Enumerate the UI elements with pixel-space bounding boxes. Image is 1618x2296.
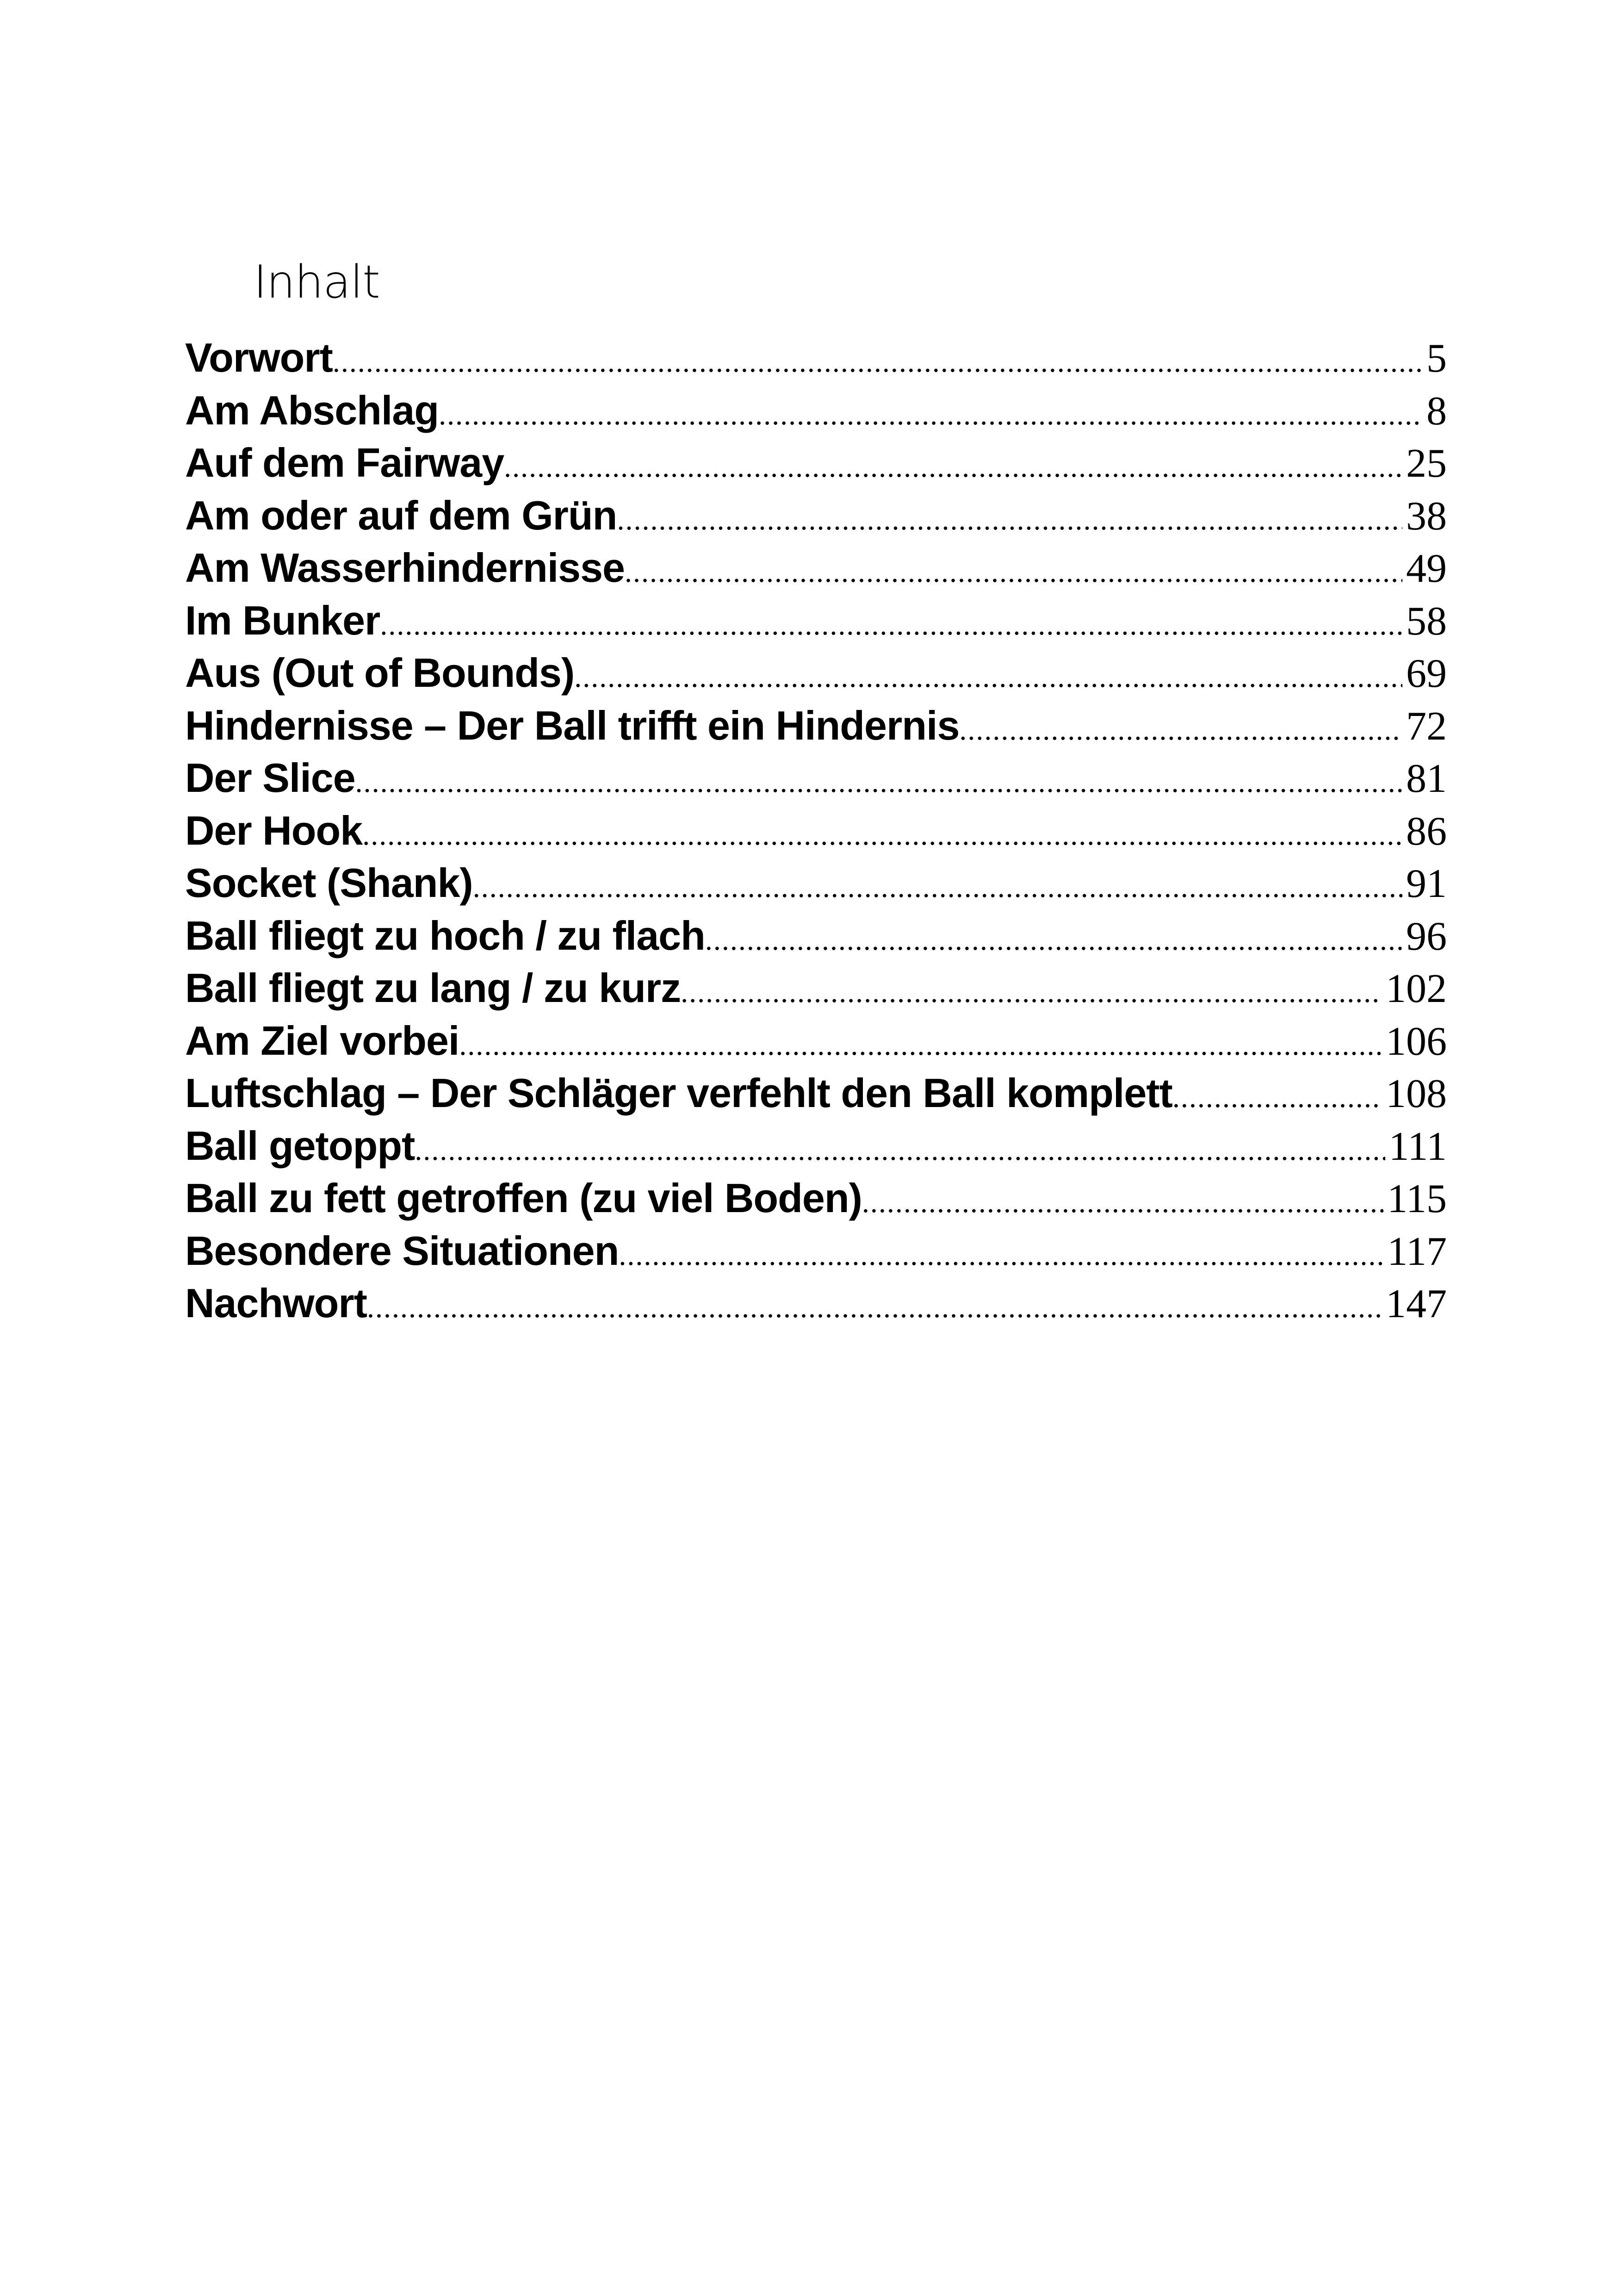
- toc-entry-page: 117: [1387, 1229, 1447, 1274]
- toc-entry[interactable]: [185, 1172, 1447, 1225]
- toc-dot-leader: [362, 809, 1402, 861]
- toc-entry-title: Ball fliegt zu hoch / zu flach: [185, 912, 705, 958]
- toc-entry-page: 49: [1406, 546, 1447, 591]
- toc-entry-page: 115: [1387, 1176, 1447, 1221]
- toc-entry[interactable]: [185, 752, 1447, 804]
- toc-entry[interactable]: [185, 594, 1447, 647]
- toc-dot-leader: [415, 1124, 1385, 1176]
- toc-entry-title: Der Hook: [185, 807, 363, 853]
- toc-entry-title: Der Slice: [185, 755, 355, 801]
- toc-entry[interactable]: [185, 1277, 1447, 1330]
- toc-dot-leader: [333, 336, 1423, 388]
- toc-dot-leader: [705, 914, 1402, 966]
- toc-entry-title: Socket (Shank): [185, 860, 473, 906]
- toc-entry-title: Vorwort: [185, 335, 333, 380]
- toc-entry-page: 147: [1386, 1282, 1447, 1326]
- toc-entry-page: 72: [1406, 703, 1447, 749]
- toc-entry[interactable]: [185, 962, 1447, 1014]
- toc-entry-title: Nachwort: [185, 1280, 367, 1326]
- toc-entry[interactable]: [185, 804, 1447, 857]
- toc-entry[interactable]: [185, 1120, 1447, 1172]
- toc-entry[interactable]: [185, 647, 1447, 699]
- toc-entry[interactable]: [185, 541, 1447, 594]
- toc-entry-page: 38: [1406, 493, 1447, 539]
- toc-entry-page: 106: [1386, 1019, 1447, 1064]
- toc-entry[interactable]: [185, 909, 1447, 962]
- toc-entry[interactable]: [185, 489, 1447, 542]
- toc-entry[interactable]: [185, 1067, 1447, 1120]
- toc-entry[interactable]: [185, 331, 1447, 384]
- toc-entry-title: Am Ziel vorbei: [185, 1017, 459, 1064]
- toc-dot-leader: [617, 493, 1402, 546]
- toc-dot-leader: [355, 756, 1402, 809]
- toc-entry-title: Ball zu fett getroffen (zu viel Boden): [185, 1175, 862, 1221]
- toc-dot-leader: [619, 1229, 1383, 1282]
- toc-dot-leader: [504, 441, 1402, 493]
- toc-entry-title: Am Abschlag: [185, 387, 439, 433]
- toc-entry-title: Am oder auf dem Grün: [185, 492, 617, 538]
- toc-entry[interactable]: [185, 1225, 1447, 1277]
- toc-entry-page: 96: [1406, 914, 1447, 959]
- toc-entry[interactable]: [185, 699, 1447, 752]
- toc-entry-page: 8: [1426, 388, 1447, 434]
- toc-entry-page: 111: [1389, 1124, 1447, 1169]
- toc-entry-page: 91: [1406, 861, 1447, 906]
- toc-entry-title: Ball fliegt zu lang / zu kurz: [185, 965, 681, 1011]
- toc-dot-leader: [625, 546, 1402, 598]
- toc-entry-page: 86: [1406, 809, 1447, 854]
- toc-entry-title: Ball getoppt: [185, 1122, 415, 1169]
- toc-entry-title: Luftschlag – Der Schläger verfehlt den Ball komplett: [185, 1070, 1172, 1116]
- toc-dot-leader: [380, 598, 1402, 651]
- toc-entry[interactable]: [185, 384, 1447, 437]
- toc-dot-leader: [1172, 1071, 1382, 1124]
- toc-dot-leader: [473, 861, 1402, 914]
- toc-entry-page: 108: [1386, 1071, 1447, 1116]
- toc-entry[interactable]: [185, 1014, 1447, 1067]
- toc-entry-page: 81: [1406, 756, 1447, 801]
- toc-entry-page: 102: [1386, 966, 1447, 1011]
- toc-heading: Inhalt: [254, 256, 380, 309]
- toc-entry-title: Hindernisse – Der Ball trifft ein Hindernis: [185, 702, 960, 748]
- toc-entry-page: 25: [1406, 441, 1447, 486]
- toc-dot-leader: [439, 388, 1423, 441]
- toc-entry[interactable]: [185, 436, 1447, 489]
- toc-dot-leader: [367, 1281, 1382, 1334]
- toc-entry[interactable]: [185, 857, 1447, 909]
- toc-entry-title: Aus (Out of Bounds): [185, 650, 575, 696]
- toc-entry-page: 5: [1426, 336, 1447, 381]
- toc-entry-title: Im Bunker: [185, 597, 380, 643]
- toc-entry-title: Am Wasserhindernisse: [185, 545, 625, 591]
- toc-entry-title: Besondere Situationen: [185, 1227, 619, 1274]
- toc-dot-leader: [574, 651, 1402, 703]
- toc-dot-leader: [681, 966, 1382, 1019]
- toc-entry-page: 69: [1406, 651, 1447, 696]
- table-of-contents: [185, 331, 1447, 1330]
- toc-dot-leader: [459, 1019, 1382, 1071]
- toc-entry-title: Auf dem Fairway: [185, 440, 504, 485]
- toc-entry-page: 58: [1406, 598, 1447, 644]
- toc-dot-leader: [959, 703, 1402, 756]
- toc-dot-leader: [862, 1176, 1383, 1229]
